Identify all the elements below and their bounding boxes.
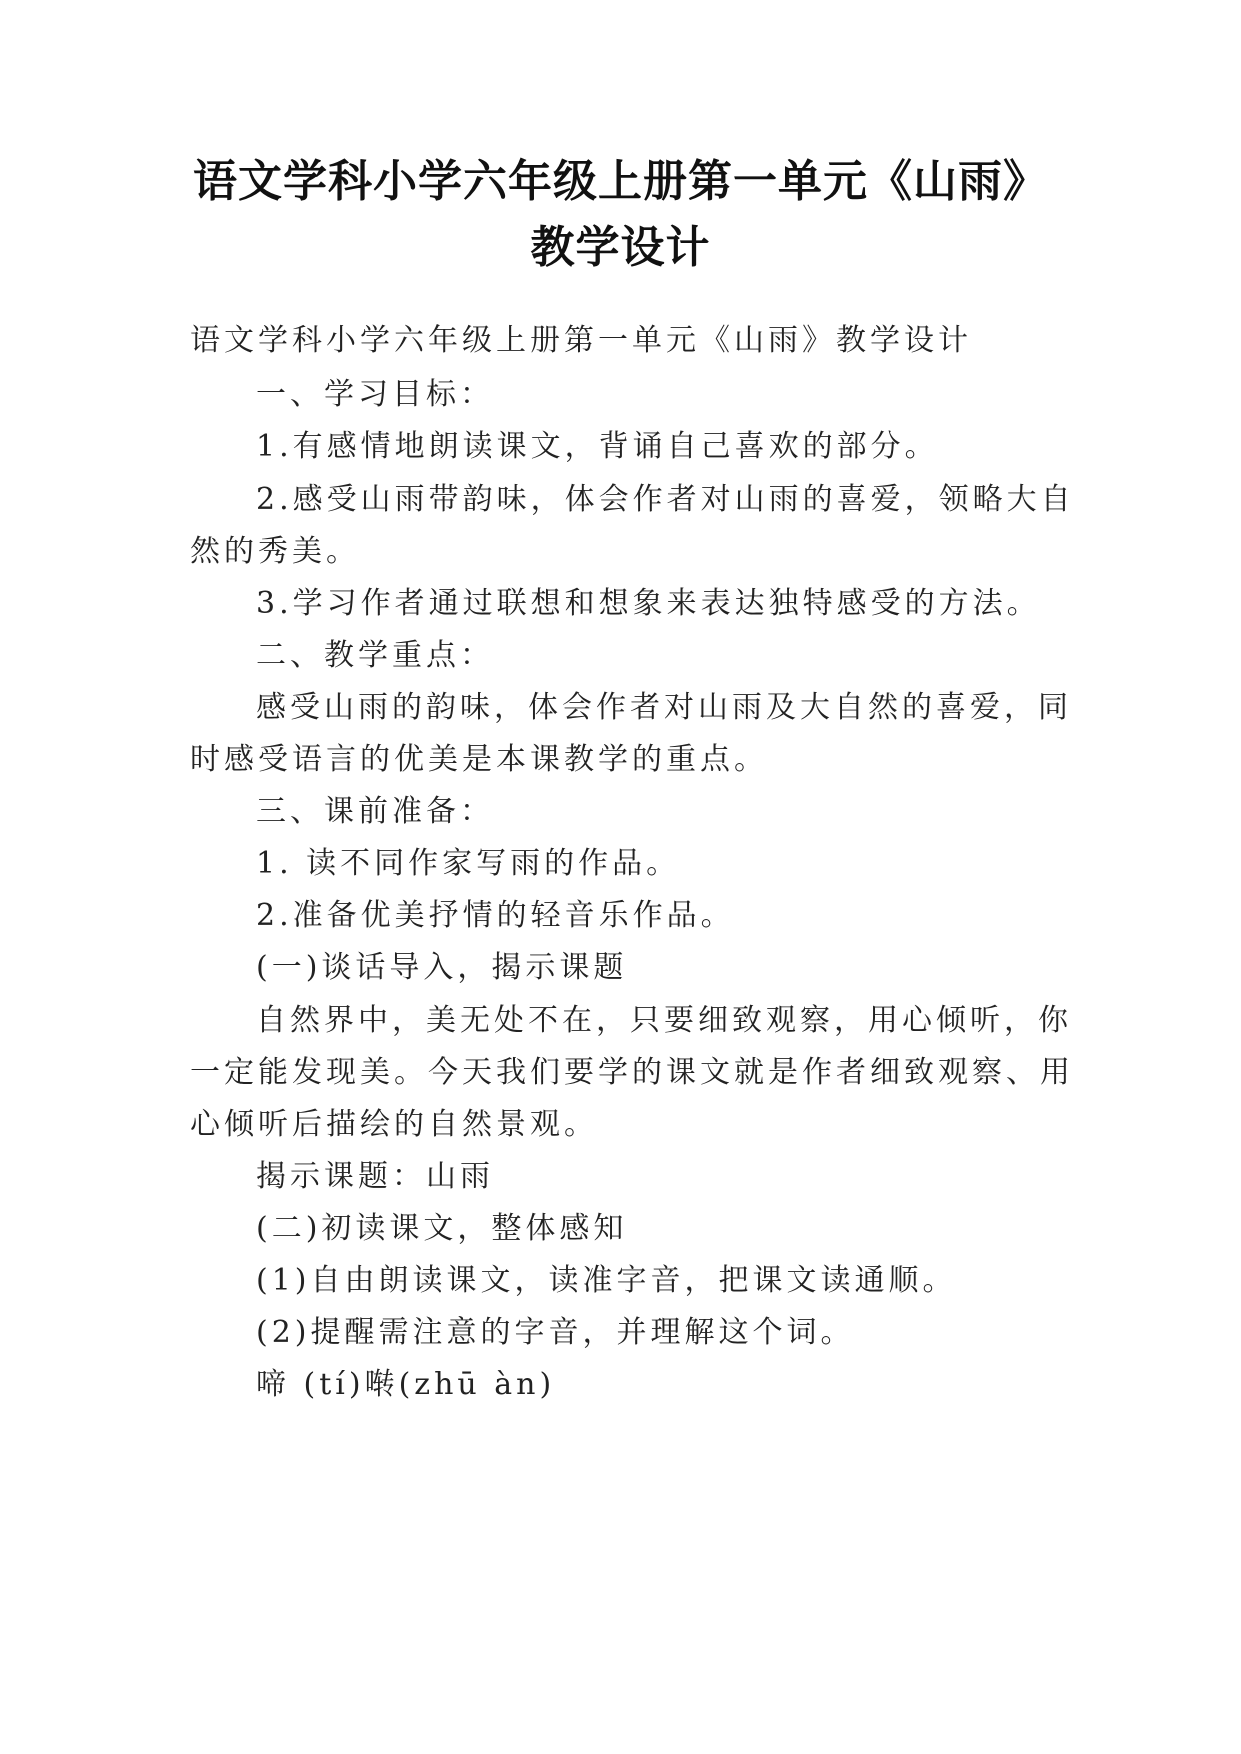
reveal-topic-line: 揭示课题：山雨: [256, 1159, 494, 1194]
objective-item-3: 3.学习作者通过联想和想象来表达独特感受的方法。: [256, 586, 1041, 621]
section-heading-preparation: 三、课前准备：: [256, 794, 494, 829]
section-heading-objectives: 一、学习目标：: [256, 377, 494, 412]
step-heading-1: (一)谈话导入，揭示课题: [256, 950, 628, 985]
reading-item-2: (2)提醒需注意的字音，并理解这个词。: [256, 1315, 855, 1350]
subtitle-line: 语文学科小学六年级上册第一单元《山雨》教学设计: [190, 323, 972, 358]
focus-paragraph-line-1: 感受山雨的韵味，体会作者对山雨及大自然的喜爱，同: [256, 690, 1072, 725]
objective-item-2: 2.感受山雨带韵味，体会作者对山雨的喜爱，领略大自: [256, 482, 1075, 517]
intro-paragraph-line-1: 自然界中，美无处不在，只要细致观察，用心倾听，你: [256, 1003, 1072, 1038]
preparation-item-1: 1. 读不同作家写雨的作品。: [256, 846, 681, 881]
step-heading-2: (二)初读课文，整体感知: [256, 1211, 628, 1246]
preparation-item-2: 2.准备优美抒情的轻音乐作品。: [256, 898, 735, 933]
document-title-line-2: 教学设计: [530, 222, 711, 273]
document-title-line-1: 语文学科小学六年级上册第一单元《山雨》: [193, 156, 1048, 207]
intro-paragraph-line-2: 一定能发现美。今天我们要学的课文就是作者细致观察、用: [190, 1055, 1074, 1090]
focus-paragraph-line-2: 时感受语言的优美是本课教学的重点。: [190, 742, 768, 777]
section-heading-focus: 二、教学重点：: [256, 638, 494, 673]
intro-paragraph-line-3: 心倾听后描绘的自然景观。: [190, 1107, 598, 1142]
objective-item-2-continued: 然的秀美。: [190, 534, 360, 569]
pronunciation-line: 啼 (tí)啭(zhū àn): [256, 1367, 556, 1402]
reading-item-1: (1)自由朗读课文，读准字音，把课文读通顺。: [256, 1263, 957, 1298]
objective-item-1: 1.有感情地朗读课文，背诵自己喜欢的部分。: [256, 429, 939, 464]
